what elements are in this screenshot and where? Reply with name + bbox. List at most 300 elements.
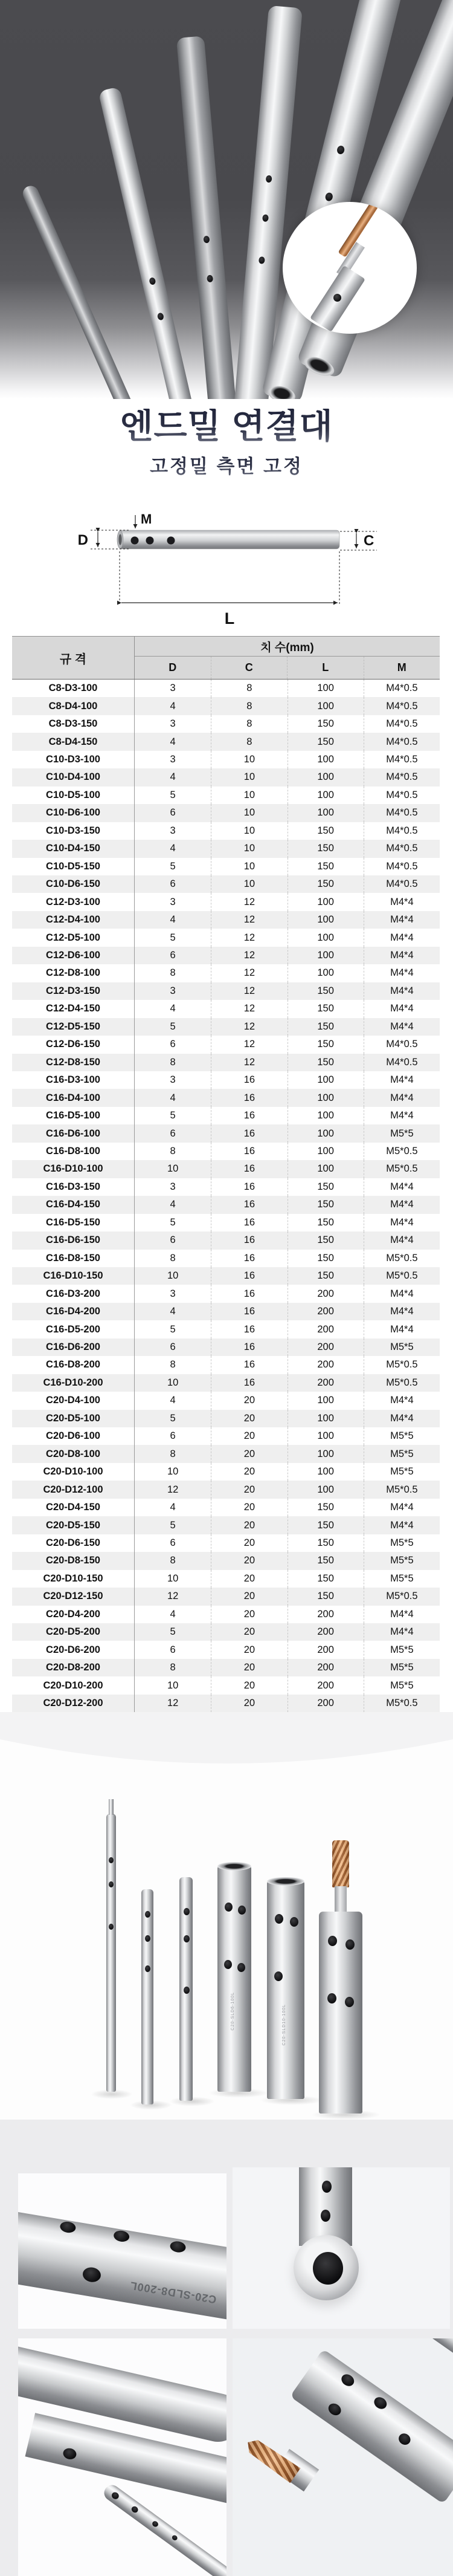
holder-body (290, 2349, 453, 2503)
m-cell: M5*5 (364, 1552, 440, 1569)
spec-cell: C16-D10-150 (12, 1267, 135, 1285)
m-cell: M5*0.5 (364, 1695, 440, 1712)
c-cell: 8 (211, 715, 287, 733)
m-cell: M5*0.5 (364, 1374, 440, 1392)
table-row (12, 1516, 440, 1534)
table-row (12, 822, 440, 840)
title-block (0, 409, 453, 478)
l-cell: 150 (288, 715, 364, 733)
etched-model-text: C20-SLD10-100L (282, 2004, 286, 2046)
table-row (12, 1695, 440, 1712)
c-cell: 16 (211, 1356, 287, 1374)
c-cell: 8 (211, 680, 287, 697)
m-cell: M4*4 (364, 911, 440, 929)
spec-cell: C20-D10-150 (12, 1570, 135, 1588)
spec-cell: C20-D4-200 (12, 1606, 135, 1623)
c-cell: 16 (211, 1374, 287, 1392)
spec-cell: C20-D6-100 (12, 1427, 135, 1445)
table-row (12, 947, 440, 964)
d-cell: 3 (170, 825, 176, 836)
d-cell: 3 (170, 1181, 176, 1192)
spec-cell: C20-D5-150 (12, 1516, 135, 1534)
l-cell: 150 (288, 982, 364, 1000)
header-spec: 규 격 (12, 637, 135, 679)
table-row (12, 1606, 440, 1623)
d-cell: 4 (170, 771, 176, 783)
l-cell: 200 (288, 1676, 364, 1694)
table-row (12, 804, 440, 822)
m-cell: M4*4 (364, 947, 440, 964)
m-cell: M4*0.5 (364, 840, 440, 857)
spec-cell: C10-D3-150 (12, 822, 135, 840)
d-cell: 12 (167, 1591, 179, 1602)
m-cell: M4*4 (364, 1516, 440, 1534)
etched-model-text: C20-SLD8-200L (129, 2279, 217, 2306)
l-cell: 150 (288, 822, 364, 840)
spec-cell: C16-D8-200 (12, 1356, 135, 1374)
c-cell: 16 (211, 1071, 287, 1089)
d-cell: 6 (170, 1039, 176, 1050)
table-row (12, 1160, 440, 1178)
table-row (12, 1552, 440, 1569)
d-cell: 8 (170, 1555, 176, 1566)
d-cell: 6 (170, 1430, 176, 1442)
table-row (12, 964, 440, 982)
m-cell: M4*4 (364, 1107, 440, 1124)
m-cell: M4*0.5 (364, 697, 440, 715)
c-cell: 16 (211, 1160, 287, 1178)
l-cell: 150 (288, 1018, 364, 1036)
table-row (12, 1303, 440, 1320)
l-cell: 200 (288, 1695, 364, 1712)
holder-tool-2 (141, 1889, 153, 2104)
m-cell: M5*5 (364, 1676, 440, 1694)
d-cell: 6 (170, 1644, 176, 1655)
spec-cell: C12-D5-100 (12, 929, 135, 946)
c-cell: 10 (211, 840, 287, 857)
holder-tool-3 (179, 1877, 193, 2101)
l-cell: 200 (288, 1623, 364, 1641)
c-cell: 10 (211, 858, 287, 875)
l-cell: 150 (288, 1250, 364, 1267)
spec-cell: C12-D4-150 (12, 1000, 135, 1017)
m-cell: M4*4 (364, 1303, 440, 1320)
table-row (12, 1481, 440, 1498)
c-cell: 12 (211, 947, 287, 964)
table-row (12, 1623, 440, 1641)
spec-cell: C16-D4-100 (12, 1089, 135, 1106)
table-row (12, 1285, 440, 1302)
spec-cell: C12-D5-150 (12, 1018, 135, 1036)
l-cell: 100 (288, 929, 364, 946)
table-row (12, 1463, 440, 1481)
set-screw-hole (157, 313, 164, 321)
holder-shaft (299, 2167, 352, 2246)
c-cell: 20 (211, 1641, 287, 1658)
metal-rod-photo (21, 183, 141, 399)
dimension-lines (91, 515, 377, 606)
table-row (12, 1178, 440, 1196)
l-cell: 150 (288, 733, 364, 750)
d-cell: 6 (170, 1234, 176, 1246)
l-cell: 100 (288, 1445, 364, 1462)
c-cell: 20 (211, 1534, 287, 1552)
endmill-shank (335, 1886, 347, 1913)
l-cell: 150 (288, 840, 364, 857)
spec-cell: C12-D4-100 (12, 911, 135, 929)
spec-cell: C10-D5-100 (12, 787, 135, 804)
m-cell: M5*0.5 (364, 1250, 440, 1267)
metal-rod-photo (176, 36, 238, 399)
m-cell: M5*5 (364, 1445, 440, 1462)
spec-cell: C10-D3-100 (12, 751, 135, 768)
etched-model-text: C20-SLD6-100L (231, 1992, 235, 2031)
d-cell: 8 (170, 1662, 176, 1673)
dim-label-d: D (77, 532, 88, 548)
m-cell: M4*4 (364, 1392, 440, 1409)
table-row (12, 982, 440, 1000)
d-cell: 4 (170, 1092, 176, 1103)
l-cell: 100 (288, 1463, 364, 1481)
l-cell: 100 (288, 964, 364, 982)
d-cell: 8 (170, 1448, 176, 1459)
m-cell: M5*0.5 (364, 1143, 440, 1160)
dim-label-c: C (364, 533, 374, 549)
table-row (12, 911, 440, 929)
l-cell: 150 (288, 1588, 364, 1605)
c-cell: 20 (211, 1463, 287, 1481)
l-cell: 150 (288, 1534, 364, 1552)
l-cell: 150 (288, 1552, 364, 1569)
d-cell: 4 (170, 700, 176, 712)
l-cell: 150 (288, 1499, 364, 1516)
table-row (12, 1659, 440, 1676)
bore-hole (313, 2252, 343, 2285)
d-cell: 10 (167, 1679, 179, 1691)
m-cell: M4*4 (364, 1410, 440, 1427)
set-screw-hole (266, 175, 272, 183)
table-row (12, 1250, 440, 1267)
m-cell: M4*4 (364, 1320, 440, 1338)
m-cell: M4*0.5 (364, 768, 440, 786)
spec-cell: C16-D10-100 (12, 1160, 135, 1178)
d-cell: 3 (170, 718, 176, 730)
m-cell: M4*4 (364, 982, 440, 1000)
table-row (12, 1570, 440, 1588)
spec-cell: C16-D3-100 (12, 1071, 135, 1089)
d-cell: 4 (170, 1003, 176, 1014)
set-screw-hole (324, 192, 333, 201)
table-row (12, 1374, 440, 1392)
spec-cell: C12-D8-100 (12, 964, 135, 982)
table-row (12, 1107, 440, 1124)
spec-cell: C10-D5-150 (12, 858, 135, 875)
table-row (12, 875, 440, 893)
d-cell: 10 (167, 1163, 179, 1175)
table-row (12, 1214, 440, 1231)
spec-cell: C20-D12-100 (12, 1481, 135, 1498)
l-cell: 200 (288, 1303, 364, 1320)
spec-cell: C16-D5-150 (12, 1214, 135, 1231)
d-cell: 4 (170, 1306, 176, 1317)
c-cell: 10 (211, 875, 287, 893)
table-row (12, 1143, 440, 1160)
c-cell: 16 (211, 1178, 287, 1196)
l-cell: 200 (288, 1659, 364, 1676)
l-cell: 200 (288, 1641, 364, 1658)
table-row (12, 697, 440, 715)
spec-cell: C20-D6-200 (12, 1641, 135, 1658)
dimension-diagram (0, 508, 453, 629)
d-cell: 10 (167, 1466, 179, 1478)
m-cell: M4*0.5 (364, 1054, 440, 1071)
d-cell: 4 (170, 1199, 176, 1210)
c-cell: 16 (211, 1303, 287, 1320)
spec-cell: C12-D8-150 (12, 1054, 135, 1071)
m-cell: M5*5 (364, 1427, 440, 1445)
m-cell: M4*4 (364, 893, 440, 910)
c-cell: 20 (211, 1623, 287, 1641)
hero-photo-endmill-holders (0, 0, 453, 399)
tool-tip (109, 1799, 114, 1815)
spec-cell: C20-D4-150 (12, 1499, 135, 1516)
c-cell: 20 (211, 1392, 287, 1409)
inset-photo-endmill-in-holder (283, 202, 417, 334)
table-row (12, 751, 440, 768)
m-cell: M5*5 (364, 1124, 440, 1142)
d-cell: 5 (170, 789, 176, 800)
l-cell: 150 (288, 1036, 364, 1053)
photo-tile-angled-holder (18, 2173, 226, 2329)
l-cell: 150 (288, 1214, 364, 1231)
table-row (12, 929, 440, 946)
c-cell: 16 (211, 1143, 287, 1160)
table-row (12, 893, 440, 910)
photo-tile-diagonal-rods (18, 2338, 226, 2576)
l-cell: 150 (288, 1267, 364, 1285)
m-cell: M4*0.5 (364, 715, 440, 733)
l-cell: 100 (288, 1481, 364, 1498)
d-cell: 3 (170, 985, 176, 996)
l-cell: 150 (288, 858, 364, 875)
table-row (12, 1427, 440, 1445)
bore-hole (217, 1862, 251, 1870)
l-cell: 100 (288, 697, 364, 715)
table-row (12, 1071, 440, 1089)
l-cell: 100 (288, 947, 364, 964)
c-cell: 16 (211, 1320, 287, 1338)
table-row (12, 1196, 440, 1213)
c-cell: 16 (211, 1231, 287, 1249)
holder-tool-5 (267, 1880, 304, 2099)
c-cell: 12 (211, 964, 287, 982)
product-photo-standing-tools (0, 1787, 453, 2120)
m-cell: M4*4 (364, 1000, 440, 1017)
d-cell: 5 (170, 1110, 176, 1121)
m-cell: M5*5 (364, 1570, 440, 1588)
table-row (12, 1267, 440, 1285)
set-screw-hole (203, 236, 210, 244)
holder-tool-4 (217, 1865, 251, 2092)
m-cell: M5*0.5 (364, 1160, 440, 1178)
l-cell: 100 (288, 1427, 364, 1445)
arc-section-divider (0, 1712, 453, 1787)
m-cell: M5*0.5 (364, 1588, 440, 1605)
d-cell: 3 (170, 896, 176, 907)
m-cell: M4*0.5 (364, 858, 440, 875)
set-screw-hole (131, 537, 139, 545)
d-cell: 5 (170, 1020, 176, 1032)
table-row (12, 1124, 440, 1142)
table-row (12, 1356, 440, 1374)
c-cell: 16 (211, 1338, 287, 1356)
d-cell: 5 (170, 1216, 176, 1228)
l-cell: 200 (288, 1338, 364, 1356)
table-row (12, 1534, 440, 1552)
m-cell: M5*5 (364, 1463, 440, 1481)
d-cell: 4 (170, 914, 176, 926)
c-cell: 10 (211, 751, 287, 768)
dim-label-m: M (141, 511, 152, 527)
d-cell: 8 (170, 1252, 176, 1264)
c-cell: 16 (211, 1250, 287, 1267)
table-row (12, 768, 440, 786)
spec-cell: C16-D6-200 (12, 1338, 135, 1356)
spec-cell: C8-D4-100 (12, 697, 135, 715)
holder-body (18, 2210, 226, 2323)
m-cell: M5*5 (364, 1659, 440, 1676)
spec-cell: C16-D4-200 (12, 1303, 135, 1320)
spec-cell: C20-D8-150 (12, 1552, 135, 1569)
d-cell: 3 (170, 683, 176, 694)
spec-cell: C8-D4-150 (12, 733, 135, 750)
m-cell: M4*0.5 (364, 1036, 440, 1053)
c-cell: 12 (211, 1018, 287, 1036)
spec-cell: C16-D3-200 (12, 1285, 135, 1302)
c-cell: 20 (211, 1410, 287, 1427)
d-cell: 3 (170, 1288, 176, 1299)
spec-cell: C20-D6-150 (12, 1534, 135, 1552)
spec-cell: C10-D4-150 (12, 840, 135, 857)
table-row (12, 715, 440, 733)
spec-cell: C8-D3-100 (12, 680, 135, 697)
spec-cell: C12-D3-100 (12, 893, 135, 910)
d-cell: 8 (170, 1359, 176, 1371)
l-cell: 100 (288, 1160, 364, 1178)
dim-label-l: L (224, 609, 235, 628)
spec-cell: C20-D8-200 (12, 1659, 135, 1676)
page-subtitle: 고정밀 측면 고정 (0, 451, 453, 478)
c-cell: 12 (211, 1036, 287, 1053)
holder-tool-6-with-endmill (319, 1840, 362, 2114)
m-cell: M4*0.5 (364, 875, 440, 893)
m-cell: M4*0.5 (364, 733, 440, 750)
l-cell: 100 (288, 1392, 364, 1409)
c-cell: 16 (211, 1267, 287, 1285)
d-cell: 8 (170, 1146, 176, 1157)
copper-endmill-bit (332, 1840, 349, 1887)
l-cell: 150 (288, 1000, 364, 1017)
m-cell: M5*0.5 (364, 1481, 440, 1498)
spec-cell: C20-D4-100 (12, 1392, 135, 1409)
l-cell: 150 (288, 1196, 364, 1213)
table-row (12, 1499, 440, 1516)
m-cell: M4*4 (364, 1071, 440, 1089)
l-cell: 150 (288, 875, 364, 893)
l-cell: 150 (288, 1054, 364, 1071)
d-cell: 5 (170, 1412, 176, 1424)
header-dimensions: 치 수(mm) (135, 637, 440, 657)
table-body (12, 680, 440, 1713)
spec-cell: C16-D5-100 (12, 1107, 135, 1124)
spec-cell: C20-D5-200 (12, 1623, 135, 1641)
photo-gallery-section (0, 2120, 453, 2576)
m-cell: M4*4 (364, 1606, 440, 1623)
spec-cell: C16-D5-200 (12, 1320, 135, 1338)
c-cell: 20 (211, 1481, 287, 1498)
c-cell: 20 (211, 1606, 287, 1623)
table-row (12, 1320, 440, 1338)
table-row (12, 840, 440, 857)
m-cell: M4*4 (364, 964, 440, 982)
table-row (12, 787, 440, 804)
table-row (12, 680, 440, 697)
l-cell: 100 (288, 804, 364, 822)
m-cell: M4*4 (364, 1196, 440, 1213)
spec-cell: C8-D3-150 (12, 715, 135, 733)
spec-cell: C20-D12-150 (12, 1588, 135, 1605)
c-cell: 16 (211, 1124, 287, 1142)
m-cell: M4*0.5 (364, 822, 440, 840)
c-cell: 16 (211, 1214, 287, 1231)
m-cell: M4*0.5 (364, 751, 440, 768)
table-row (12, 1036, 440, 1053)
m-cell: M4*0.5 (364, 680, 440, 697)
d-cell: 6 (170, 950, 176, 961)
l-cell: 100 (288, 1089, 364, 1106)
c-cell: 12 (211, 1000, 287, 1017)
set-screw-hole (167, 537, 175, 545)
spec-cell: C10-D6-100 (12, 804, 135, 822)
set-screw-hole (149, 277, 156, 285)
l-cell: 100 (288, 1410, 364, 1427)
spec-table (12, 636, 440, 1713)
table-row (12, 858, 440, 875)
d-cell: 12 (167, 1484, 179, 1495)
set-screw-hole (207, 274, 213, 282)
spec-cell: C20-D5-100 (12, 1410, 135, 1427)
d-cell: 10 (167, 1572, 179, 1584)
m-cell: M4*4 (364, 1285, 440, 1302)
d-cell: 6 (170, 1341, 176, 1352)
d-cell: 4 (170, 736, 176, 747)
m-cell: M5*5 (364, 1338, 440, 1356)
spec-cell: C20-D10-200 (12, 1676, 135, 1694)
set-screw-hole (336, 145, 345, 155)
d-cell: 6 (170, 1127, 176, 1139)
m-cell: M4*4 (364, 1018, 440, 1036)
d-cell: 5 (170, 860, 176, 872)
c-cell: 16 (211, 1285, 287, 1302)
m-cell: M4*0.5 (364, 787, 440, 804)
l-cell: 150 (288, 1178, 364, 1196)
l-cell: 100 (288, 911, 364, 929)
c-cell: 20 (211, 1499, 287, 1516)
m-cell: M4*4 (364, 1623, 440, 1641)
m-cell: M5*5 (364, 1534, 440, 1552)
photo-tile-end-view (233, 2167, 450, 2329)
table-row (12, 1392, 440, 1409)
